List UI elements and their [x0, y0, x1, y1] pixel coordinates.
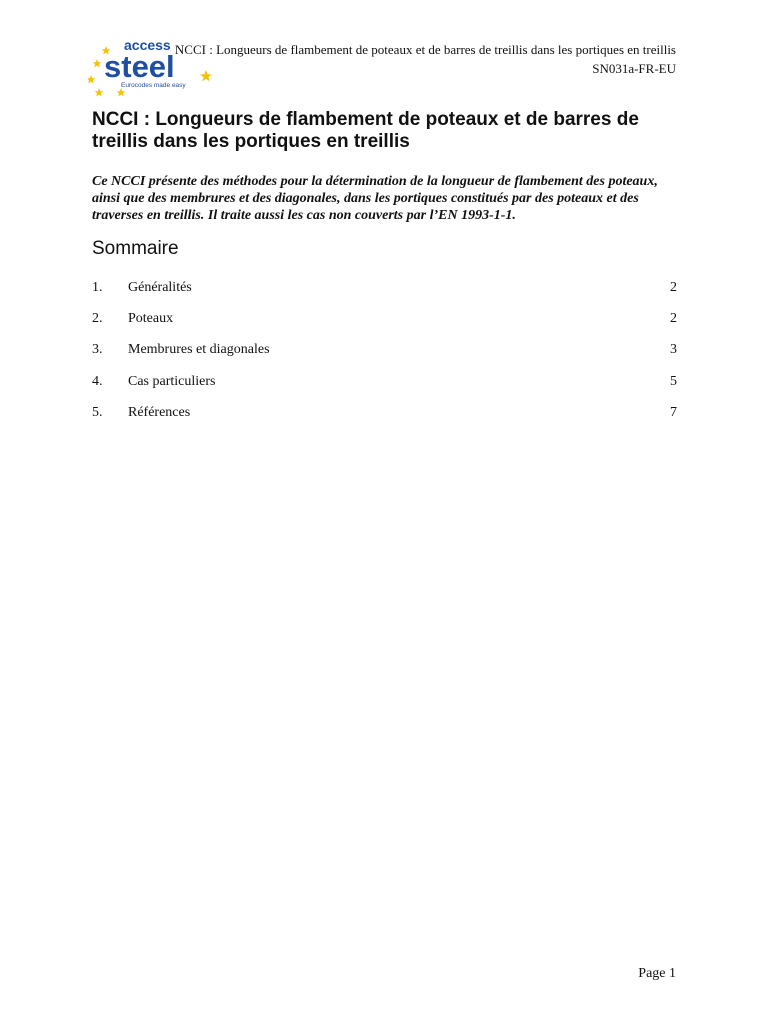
page-number: Page 1	[638, 966, 676, 981]
logo-steel-text: steel	[104, 49, 175, 84]
summary-heading: Sommaire	[92, 238, 179, 259]
document-code: SN031a-FR-EU	[592, 61, 676, 76]
toc-entry-label: Poteaux	[128, 311, 174, 327]
toc-entry-references[interactable]	[92, 404, 677, 435]
toc-entry-poteaux[interactable]	[92, 310, 677, 341]
toc-entry-page: 7	[670, 404, 677, 420]
toc-entry-membrures[interactable]	[92, 341, 677, 372]
toc-entry-number: 1.	[92, 280, 103, 295]
toc-entry-page: 5	[670, 373, 677, 389]
toc-entry-label: Cas particuliers	[128, 373, 216, 389]
toc-entry-cas-particuliers[interactable]	[92, 373, 677, 404]
toc-entry-page: 2	[670, 280, 677, 295]
toc-entry-generalites[interactable]	[92, 279, 677, 310]
logo-access-text: access	[124, 37, 171, 53]
toc-entry-page: 3	[670, 342, 677, 358]
running-header-title: NCCI : Longueurs de flambement de poteaux et de barres de treillis dans les portiques en treillis	[174, 42, 676, 57]
toc-entry-number: 5.	[92, 404, 103, 420]
running-header	[175, 40, 676, 78]
toc-entry-page: 2	[670, 311, 677, 327]
document-title: NCCI : Longueurs de flambement de poteaux et de barres de treillis dans les portiques en treillis	[92, 109, 639, 152]
toc-entry-number: 4.	[92, 373, 103, 389]
toc-entry-label: Généralités	[128, 280, 192, 295]
logo-tagline: Eurocodes made easy	[121, 82, 186, 89]
toc-entry-number: 3.	[92, 342, 103, 358]
table-of-contents	[92, 279, 677, 435]
toc-entry-label: Membrures et diagonales	[128, 342, 270, 358]
toc-entry-label: Références	[128, 404, 191, 420]
document-abstract: Ce NCCI présente des méthodes pour la détermination de la longueur de flambement des poteaux, ainsi que des membrures et des diagonales, dans les portiques constitués par des poteaux et des traverses en treillis. Il traite aussi les cas non couverts par l’EN 1993-1-1.	[92, 174, 658, 223]
toc-entry-number: 2.	[92, 311, 103, 327]
